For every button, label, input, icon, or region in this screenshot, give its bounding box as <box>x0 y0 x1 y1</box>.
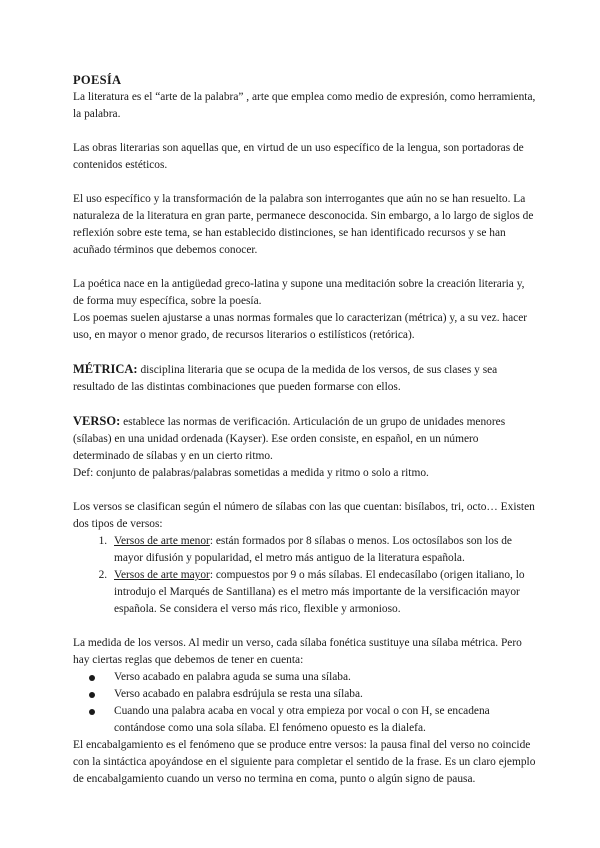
intro-paragraph: La literatura es el “arte de la palabra” , arte que emplea como medio de expresión, como herramienta, la palabra. <box>73 91 536 120</box>
arte-mayor-text: : compuestos por 9 o más sílabas. El endecasílabo (origen italiano, lo introdujo el Marqués de Santillana) es el metro más importante de la versificación mayor española. Se considera el verso más rico, flexible y armonioso. <box>114 569 525 615</box>
page-title: POESÍA <box>73 73 122 87</box>
verso-term: VERSO: <box>73 414 121 428</box>
uso-paragraph: El uso específico y la transformación de la palabra son interrogantes que aún no se han resuelto. La naturaleza de la literatura en gran parte, permanece desconocida. Sin embargo, a lo largo de siglos de reflexión sobre este tema, se han establecido distinciones, se han identificado recursos y se han acuñado términos que debemos conocer. <box>73 193 534 256</box>
obras-paragraph: Las obras literarias son aquellas que, en virtud de un uso específico de la lengua, son portadoras de contenidos estéticos. <box>73 142 524 171</box>
medida-intro: La medida de los versos. Al medir un verso, cada sílaba fonética sustituye una sílaba métrica. Pero hay ciertas reglas que debemos de tener en cuenta: <box>73 637 522 666</box>
arte-mayor-term: Versos de arte mayor <box>114 569 210 581</box>
arte-menor-text: : están formados por 8 sílabas o menos. Los octosílabos son los de mayor difusión y popularidad, el metro más antiguo de la literatura española. <box>114 535 512 564</box>
rule-text: Cuando una palabra acaba en vocal y otra empieza por vocal o con H, se encadena contándose como una sola sílaba. El fenómeno opuesto es la dialefa. <box>114 705 490 734</box>
rule-text: Verso acabado en palabra esdrújula se resta una sílaba. <box>114 688 363 700</box>
bullet-icon <box>89 709 95 715</box>
poetica-paragraph: La poética nace en la antigüedad greco-latina y supone una meditación sobre la creación literaria y, de forma muy específica, sobre la poesía. <box>73 278 525 307</box>
poemas-paragraph: Los poemas suelen ajustarse a unas normas formales que lo caracterizan (métrica) y, a su vez. hacer uso, en mayor o menor grado, de recursos literarios o estilísticos (retórica). <box>73 312 528 341</box>
bullet-icon <box>89 692 95 698</box>
tipos-intro: Los versos se clasifican según el número de sílabas con las que cuentan: bisílabos, tri, octo… Existen dos tipos de versos: <box>73 501 535 530</box>
list-item <box>110 567 536 618</box>
tipos-list <box>73 533 536 618</box>
encabalgamiento-paragraph: El encabalgamiento es el fenómeno que se produce entre versos: la pausa final del verso no coincide con la sintáctica apoyándose en el siguiente para completar el sentido de la frase. Es un claro ejemplo de encabalgamiento cuando un verso no termina en coma, punto o algún signo de pausa. <box>73 739 536 785</box>
metrica-term: MÉTRICA: <box>73 362 138 376</box>
list-item <box>110 703 536 737</box>
list-item <box>110 686 536 703</box>
verso-definition: Def: conjunto de palabras/palabras sometidas a medida y ritmo o solo a ritmo. <box>73 467 429 479</box>
verso-paragraph <box>73 413 536 465</box>
rule-text: Verso acabado en palabra aguda se suma una sílaba. <box>114 671 351 683</box>
list-item <box>110 669 536 686</box>
metrica-text: disciplina literaria que se ocupa de la medida de los versos, de sus clases y sea resultado de las distintas combinaciones que pueden formarse con ellos. <box>73 364 498 393</box>
rules-list <box>73 669 536 737</box>
list-item <box>110 533 536 567</box>
bullet-icon <box>89 675 95 681</box>
arte-menor-term: Versos de arte menor <box>114 535 210 547</box>
verso-text: establece las normas de verificación. Articulación de un grupo de unidades menores (sílabas) en una unidad ordenada (Kayser). Ese orden consiste, en español, en un número determinado de sílabas y en un cierto ritmo. <box>73 416 506 462</box>
metrica-paragraph <box>73 361 536 396</box>
